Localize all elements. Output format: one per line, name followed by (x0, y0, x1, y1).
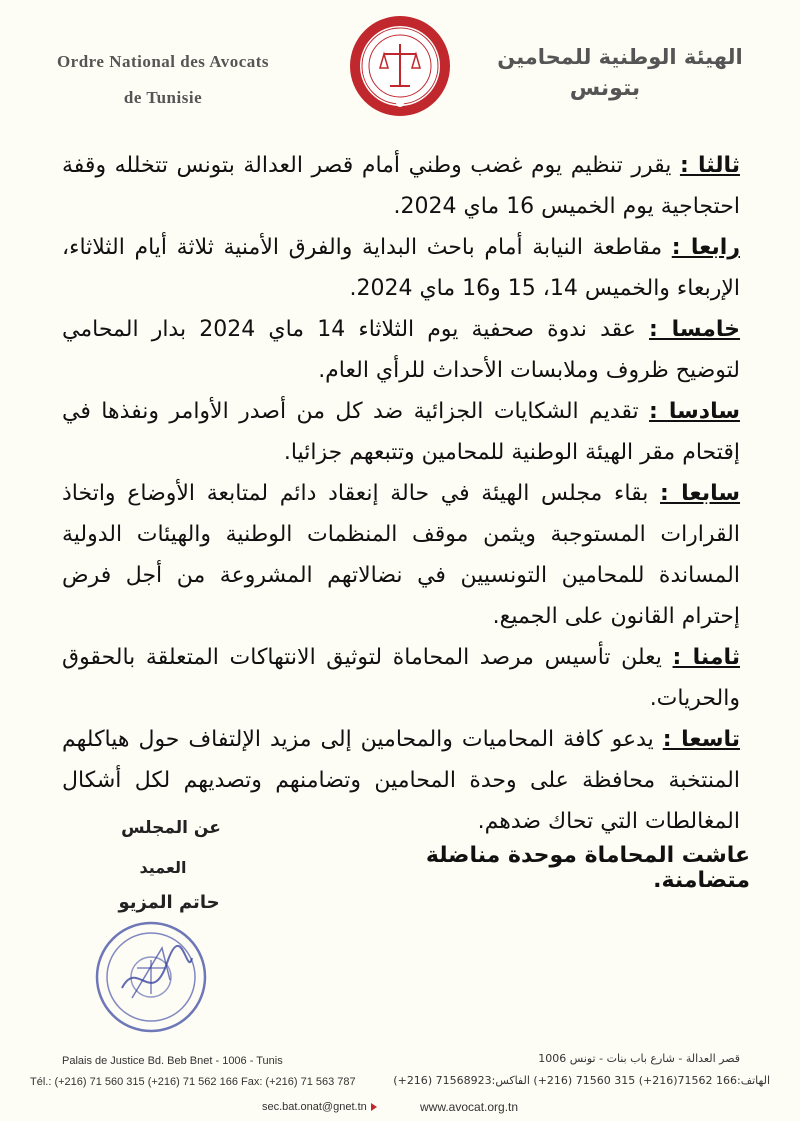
footer-email[interactable]: sec.bat.onat@gnet.tn (262, 1101, 367, 1113)
arrow-right-icon (371, 1103, 377, 1111)
signature-title: العميد (139, 858, 187, 877)
footer-website[interactable]: www.avocat.org.tn (420, 1100, 519, 1114)
item-label: سادسا : (649, 399, 740, 424)
item-label: رابعا : (671, 235, 740, 260)
closing-slogan: عاشت المحاماة موحدة مناضلة متضامنة. (425, 843, 750, 893)
item-label: خامسا : (649, 317, 741, 342)
item-text: عقد ندوة صحفية يوم الثلاثاء 14 ماي 2024 بدار المحامي لتوضيح ظروف وملابسات الأحداث للرأي العام. (62, 317, 740, 383)
bar-association-emblem-icon (348, 14, 452, 118)
footer-email-link[interactable] (262, 1101, 377, 1113)
header-ar-line2: بتونس (569, 76, 641, 101)
item-label: ثامنا : (672, 645, 740, 670)
header-ar-line1: الهيئة الوطنية للمحامين (497, 45, 743, 69)
item-text: مقاطعة النيابة أمام باحث البداية والفرق الأمنية ثلاثة أيام الثلاثاء، الإربعاء والخميس 14، 15 و16 ماي 2024. (62, 235, 740, 301)
official-seal-stamp-icon (92, 918, 210, 1036)
item-fourth (62, 227, 740, 309)
item-third (62, 145, 740, 227)
item-eighth (62, 637, 740, 719)
item-sixth (62, 391, 740, 473)
header-arabic (470, 40, 770, 104)
footer-ar-phones: الهاتف:166 71562(216+) 315 71560 (216+) الفاكس:71568923 (216+) (393, 1074, 770, 1087)
footer-ar-address: قصر العدالة - شارع باب بنات - تونس 1006 (538, 1052, 740, 1065)
item-text: يدعو كافة المحاميات والمحامين إلى مزيد الإلتفاف حول هياكلهم المنتخبة محافظة على وحدة المحامين وتضامنهم وتصديهم لكل أشكال المغالطات التي تحاك ضدهم. (62, 727, 740, 834)
header-fr-line1: Ordre National des Avocats (56, 52, 270, 71)
signature-for-council: عن المجلس (121, 818, 221, 838)
item-label: سابعا : (660, 481, 741, 506)
footer-fr-address: Palais de Justice Bd. Beb Bnet - 1006 - Tunis (62, 1055, 283, 1067)
item-text: يعلن تأسيس مرصد المحاماة لتوثيق الانتهاكات المتعلقة بالحقوق والحريات. (62, 645, 740, 711)
decision-list (62, 145, 740, 842)
item-text: يقرر تنظيم يوم غضب وطني أمام قصر العدالة بتونس تتخلله وقفة احتجاجية يوم الخميس 16 ماي 2024. (62, 153, 740, 219)
header-french (28, 44, 298, 116)
item-text: بقاء مجلس الهيئة في حالة إنعقاد دائم لمتابعة الأوضاع واتخاذ القرارات المستوجبة ويثمن موقف المنظمات الوطنية والهيئات الدولية المساندة للمحامين التونسيين في نضالاتهم المشروعة من أجل فرض إحترام القانون على الجميع. (62, 481, 740, 629)
item-seventh (62, 473, 740, 637)
footer-fr-phones: Tél.: (+216) 71 560 315 (+216) 71 562 166 Fax: (+216) 71 563 787 (30, 1076, 356, 1088)
item-text: تقديم الشكايات الجزائية ضد كل من أصدر الأوامر ونفذها في إقتحام مقر الهيئة الوطنية للمحامين وتتبعهم جزائيا. (62, 399, 740, 465)
item-label: ثالثا : (679, 153, 740, 178)
item-label: تاسعا : (662, 727, 740, 752)
item-fifth (62, 309, 740, 391)
header-fr-line2: de Tunisie (123, 88, 203, 107)
signature-name: حاتم المزيو (118, 892, 220, 913)
footer-website-link[interactable] (420, 1100, 518, 1114)
